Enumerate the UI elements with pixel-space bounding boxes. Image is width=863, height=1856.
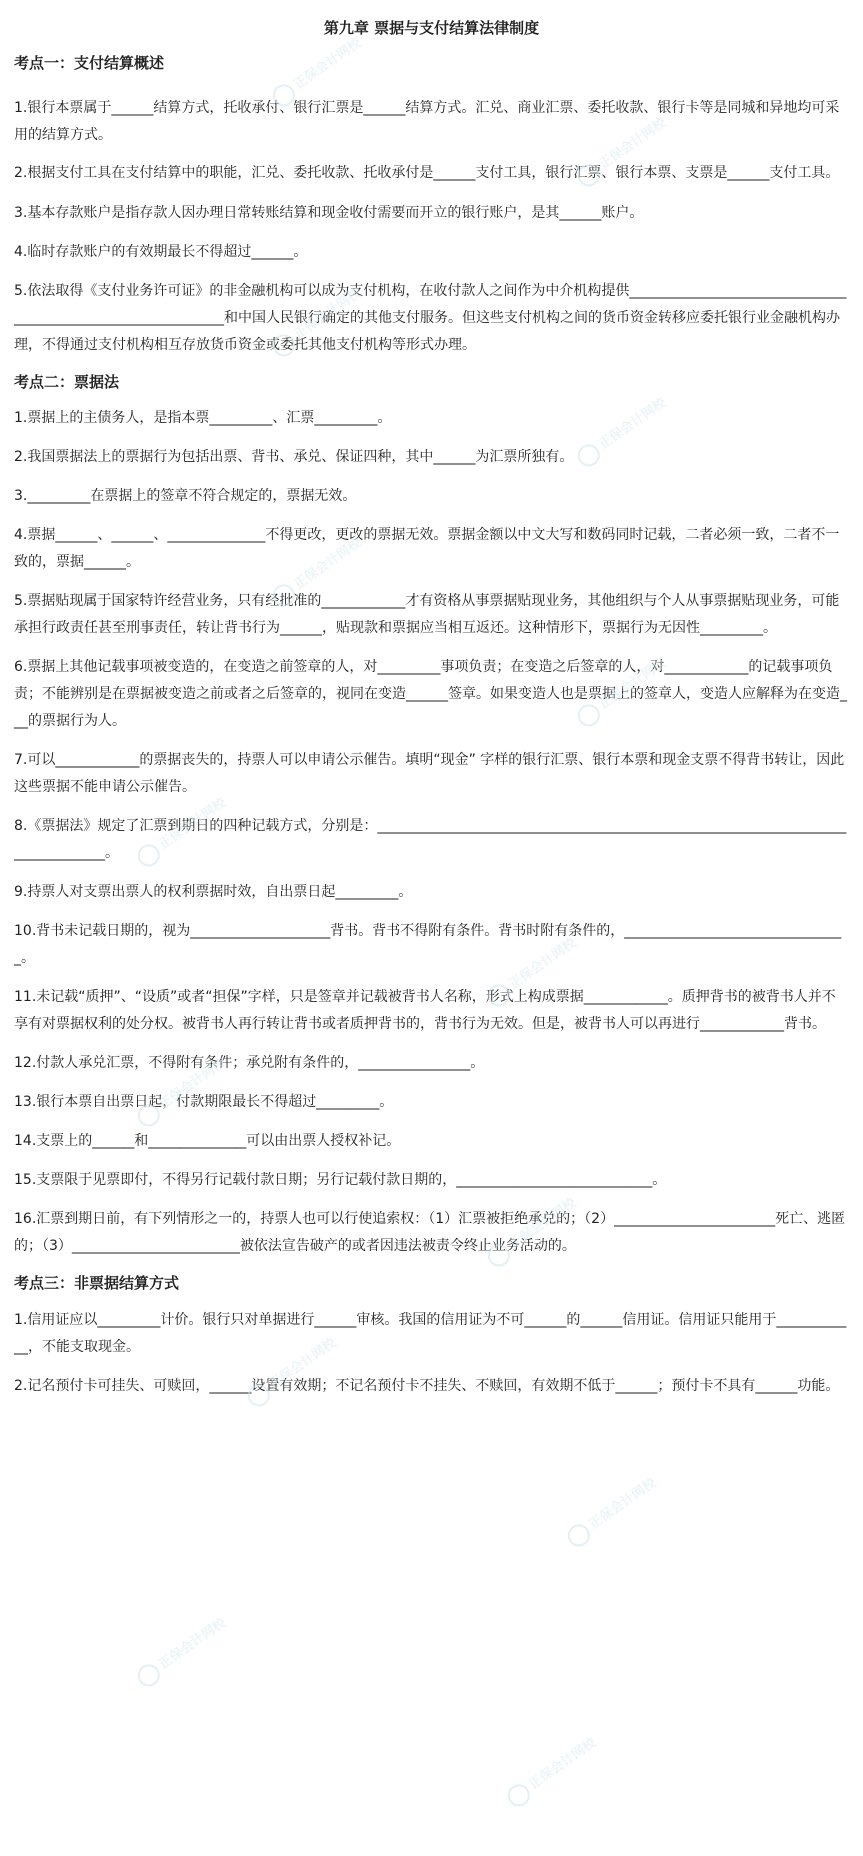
watermark-text: 正保会计网校 bbox=[506, 935, 580, 993]
watermark-text: 正保会计网校 bbox=[586, 1475, 660, 1533]
watermark-logo-icon bbox=[133, 1660, 164, 1691]
question-2-15: 15.支票限于见票即付，不得另行记载付款日期；另行记载付款日期的，____________________________。 bbox=[14, 1172, 667, 1188]
question-2-6: 6.票据上其他记载事项被变造的，在变造之前签章的人，对_________事项负责；在变造之后签章的人，对____________的记载事项负责；不能辨别是在票据被变造之前或者之后签章的，视同在变造______签章。如果变造人也是票据上的签章人，变造人应解释为在变造___的票据行为人。 bbox=[14, 659, 847, 729]
question-3-2: 2.记名预付卡可挂失、可赎回，______设置有效期；不记名预付卡不挂失、不赎回，有效期不低于______；预付卡不具有______功能。 bbox=[14, 1378, 840, 1394]
watermark-text: 正保会计网校 bbox=[596, 395, 670, 453]
section-heading-2: 考点二：票据法 bbox=[14, 373, 120, 391]
question-1-3: 3.基本存款账户是指存款人因办理日常转账结算和现金收付需要而开立的银行账户，是其______账户。 bbox=[14, 205, 644, 221]
watermark-logo-icon bbox=[563, 1520, 594, 1551]
question-2-12: 12.付款人承兑汇票，不得附有条件；承兑附有条件的，________________。 bbox=[14, 1055, 485, 1071]
watermark-text: 正保会计网校 bbox=[291, 535, 365, 593]
watermark-text: 正保会计网校 bbox=[291, 285, 365, 343]
question-2-7: 7.可以____________的票据丧失的，持票人可以申请公示催告。填明“现金” 字样的银行汇票、银行本票和现金支票不得背书转让，因此这些票据不能申请公示催告。 bbox=[14, 752, 845, 795]
watermark-text: 正保会计网校 bbox=[506, 1195, 580, 1253]
watermark bbox=[133, 1612, 231, 1690]
watermark-logo-icon bbox=[503, 1780, 534, 1811]
section-heading-3: 考点三：非票据结算方式 bbox=[14, 1274, 180, 1292]
watermark-text: 正保会计网校 bbox=[526, 1735, 600, 1793]
watermark-text: 正保会计网校 bbox=[596, 115, 670, 173]
question-2-11: 11.未记载“质押”、“设质”或者“担保”字样，只是签章并记载被背书人名称，形式上构成票据____________。质押背书的被背书人并不享有对票据权利的处分权。被背书人再行转让背书或者质押背书的，背书行为无效。但是，被背书人可以再进行____________背书。 bbox=[14, 989, 836, 1032]
question-2-10: 10.背书未记载日期的，视为____________________背书。背书不得附有条件。背书时附有条件的，________________________________。 bbox=[14, 923, 842, 966]
question-3-1: 1.信用证应以_________计价。银行只对单据进行______审核。我国的信用证为不可______的______信用证。信用证只能用于____________，不能支取现金。 bbox=[14, 1312, 847, 1355]
watermark-text: 正保会计网校 bbox=[156, 795, 230, 853]
question-1-1: 1.银行本票属于______结算方式，托收承付、银行汇票是______结算方式。汇兑、商业汇票、委托收款、银行卡等是同城和异地均可采用的结算方式。 bbox=[14, 100, 840, 143]
watermark-text: 正保会计网校 bbox=[156, 1055, 230, 1113]
question-2-4: 4.票据______、______、______________不得更改，更改的票据无效。票据金额以中文大写和数码同时记载，二者必须一致，二者不一致的，票据______。 bbox=[14, 527, 840, 570]
question-2-13: 13.银行本票自出票日起，付款期限最长不得超过_________。 bbox=[14, 1094, 394, 1110]
question-2-1: 1.票据上的主债务人，是指本票_________、汇票_________。 bbox=[14, 410, 392, 426]
watermark-text: 正保会计网校 bbox=[291, 35, 365, 93]
watermark-text: 正保会计网校 bbox=[266, 1335, 340, 1393]
watermark bbox=[503, 1732, 601, 1810]
watermark bbox=[563, 1472, 661, 1550]
watermark-text: 正保会计网校 bbox=[596, 655, 670, 713]
question-2-2: 2.我国票据法上的票据行为包括出票、背书、承兑、保证四种，其中______为汇票所独有。 bbox=[14, 449, 574, 465]
question-2-3: 3._________在票据上的签章不符合规定的，票据无效。 bbox=[14, 488, 357, 504]
watermark-text: 正保会计网校 bbox=[156, 1615, 230, 1673]
question-1-5: 5.依法取得《支付业务许可证》的非金融机构可以成为支付机构，在收付款人之间作为中介机构提供_____________________________________________________________和中国人民银行确定的其他支付服务。但这些支付机构之间的货币资金转移应委托银行业金融机构办理，不得通过支付机构相互存放货币资金或委托其他支付机构等形式办理。 bbox=[14, 283, 847, 353]
question-2-9: 9.持票人对支票出票人的权利票据时效，自出票日起_________。 bbox=[14, 884, 413, 900]
page-title: 第九章 票据与支付结算法律制度 bbox=[323, 19, 540, 37]
question-2-14: 14.支票上的______和______________可以由出票人授权补记。 bbox=[14, 1133, 401, 1149]
question-2-5: 5.票据贴现属于国家特许经营业务，只有经批准的____________才有资格从事票据贴现业务，其他组织与个人从事票据贴现业务，可能承担行政责任甚至刑事责任，转让背书行为______，贴现款和票据应当相互返还。这种情形下，票据行为无因性_________。 bbox=[14, 593, 840, 636]
question-1-4: 4.临时存款账户的有效期最长不得超过______。 bbox=[14, 244, 308, 260]
section-heading-1: 考点一：支付结算概述 bbox=[14, 54, 165, 72]
question-1-2: 2.根据支付工具在支付结算中的职能，汇兑、委托收款、托收承付是______支付工具，银行汇票、银行本票、支票是______支付工具。 bbox=[14, 165, 840, 181]
question-2-16: 16.汇票到期日前，有下列情形之一的，持票人也可以行使追索权：（1）汇票被拒绝承兑的；（2）_______________________死亡、逃匿的；（3）________________________被依法宣告破产的或者因违法被责令终止业务活动的。 bbox=[14, 1211, 846, 1254]
question-2-8: 8.《票据法》规定了汇票到期日的四种记载方式，分别是：________________________________________________________________________________。 bbox=[14, 818, 847, 861]
